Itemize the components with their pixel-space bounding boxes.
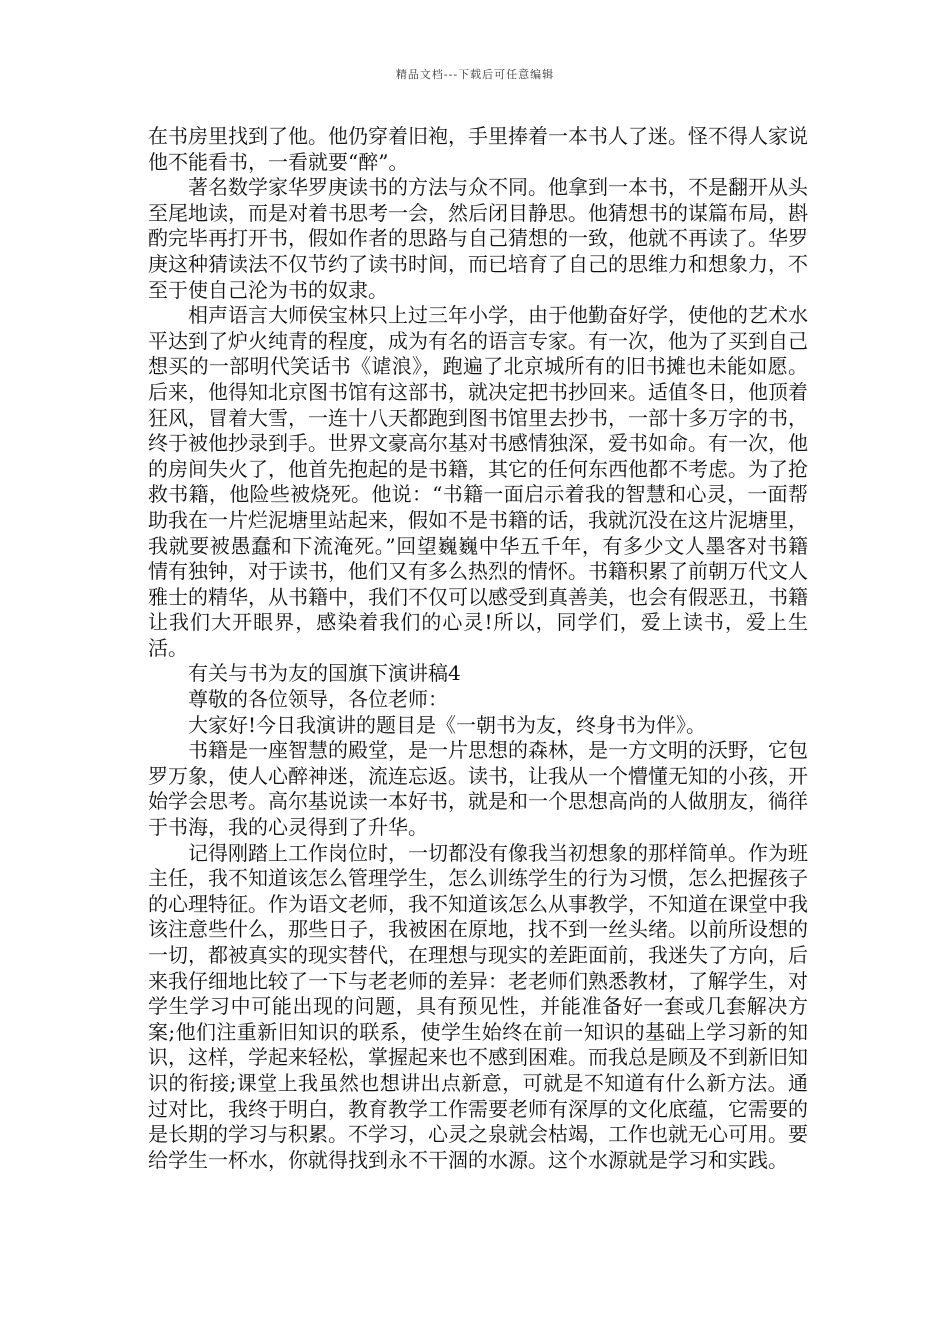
document-body xyxy=(148,124,808,1173)
paragraph: 记得刚踏上工作岗位时，一切都没有像我当初想象的那样简单。作为班主任，我不知道该怎么管理学生，怎么训练学生的行为习惯，怎么把握孩子的心理特征。作为语文老师，我不知道该怎么从事教学，不知道在课堂中我该注意些什么，那些日子，我被困在原地，找不到一丝头绪。以前所设想的一切，都被真实的现实替代，在理想与现实的差距面前，我迷失了方向，后来我仔细地比较了一下与老老师的差异：老老师们熟悉教材，了解学生，对学生学习中可能出现的问题，具有预见性，并能准备好一套或几套解决方案;他们注重新旧知识的联系，使学生始终在前一知识的基础上学习新的知识，这样，学起来轻松，掌握起来也不感到困难。而我总是顾及不到新旧知识的衔接;课堂上我虽然也想讲出点新意，可就是不知道有什么新方法。通过对比，我终于明白，教育教学工作需要老师有深厚的文化底蕴，它需要的是长期的学习与积累。不学习，心灵之泉就会枯竭，工作也就无心可用。要给学生一杯水，你就得找到永不干涸的水源。这个水源就是学习和实践。 xyxy=(148,840,808,1172)
paragraph: 相声语言大师侯宝林只上过三年小学，由于他勤奋好学，使他的艺术水平达到了炉火纯青的程度，成为有名的语言专家。有一次，他为了买到自己想买的一部明代笑话书《谑浪》，跑遍了北京城所有的旧书摊也未能如愿。后来，他得知北京图书馆有这部书，就决定把书抄回来。适值冬日，他顶着狂风，冒着大雪，一连十八天都跑到图书馆里去抄书，一部十多万字的书，终于被他抄录到手。世界文豪高尔基对书感情独深，爱书如命。有一次，他的房间失火了，他首先抱起的是书籍，其它的任何东西他都不考虑。为了抢救书籍，他险些被烧死。他说：“书籍一面启示着我的智慧和心灵，一面帮助我在一片烂泥塘里站起来，假如不是书籍的话，我就沉没在这片泥塘里，我就要被愚蠢和下流淹死。”回望巍巍中华五千年，有多少文人墨客对书籍情有独钟，对于读书，他们又有多么热烈的情怀。书籍积累了前朝万代文人雅士的精华，从书籍中，我们不仅可以感受到真善美，也会有假恶丑，书籍让我们大开眼界，感染着我们的心灵!所以，同学们，爱上读书，爱上生活。 xyxy=(148,303,808,660)
paragraph: 在书房里找到了他。他仍穿着旧袍，手里捧着一本书人了迷。怪不得人家说他不能看书，一看就要“醉”。 xyxy=(148,124,808,174)
section-title: 有关与书为友的国旗下演讲稿4 xyxy=(188,661,461,686)
paragraph: 著名数学家华罗庚读书的方法与众不同。他拿到一本书，不是翻开从头至尾地读，而是对着书思考一会，然后闭目静思。他猜想书的谋篇布局，斟酌完毕再打开书，假如作者的思路与自己猜想的一致，他就不再读了。华罗庚这种猜读法不仅节约了读书时间，而已培育了自己的思维力和想象力，不至于使自己沦为书的奴隶。 xyxy=(148,175,808,302)
paragraph: 大家好!今日我演讲的题目是《一朝书为友，终身书为伴》。 xyxy=(188,712,707,737)
paragraph: 书籍是一座智慧的殿堂，是一片思想的森林，是一方文明的沃野，它包罗万象，使人心醉神迷，流连忘返。读书，让我从一个懵懂无知的小孩，开始学会思考。高尔基说读一本好书，就是和一个思想高尚的人做朋友，徜徉于书海，我的心灵得到了升华。 xyxy=(148,738,808,840)
page-header: 精品文档---下载后可任意编辑 xyxy=(395,68,555,81)
salutation: 尊敬的各位领导，各位老师： xyxy=(188,687,448,712)
